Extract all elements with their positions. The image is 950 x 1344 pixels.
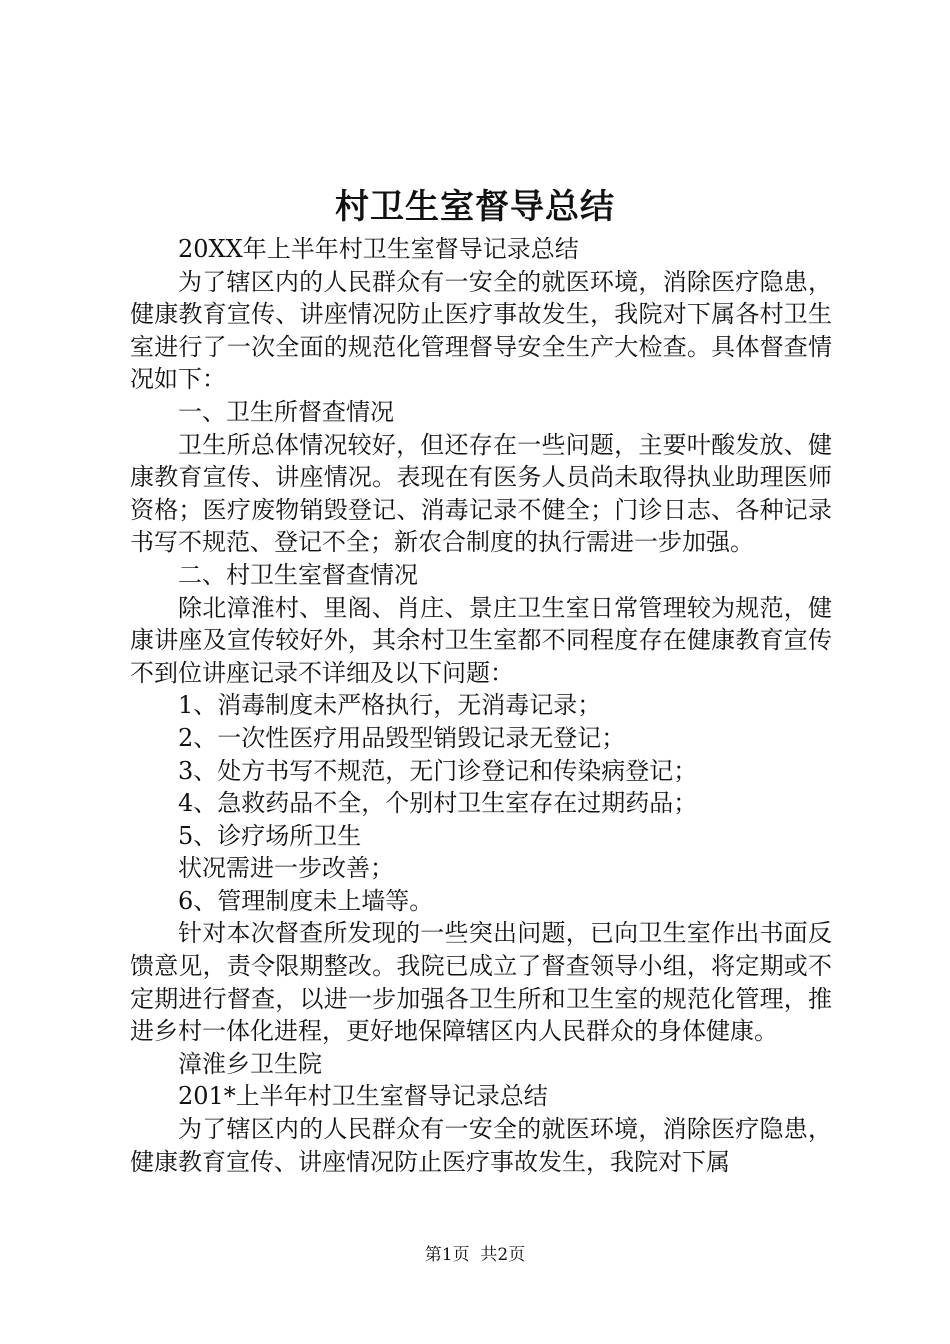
list-item-5-continued: 状况需进一步改善； [178, 854, 394, 883]
paragraph-conclusion: 针对本次督查所发现的一些突出问题，已向卫生室作出书面反馈意见，责令限期整改。我院已成立了督查领导小组，将定期或不定期进行督查，以进一步加强各卫生所和卫生室的规范化管理，推进乡村一体化进程，更好地保障辖区内人民群众的身体健康。 [130, 919, 832, 1046]
list-item-4: 4、急救药品不全，个别村卫生室存在过期药品； [178, 789, 698, 818]
paragraph-subtitle-1: 20XX年上半年村卫生室督导记录总结 [178, 235, 579, 263]
page-indicator: 第1页 共2页 [424, 1245, 526, 1265]
section-heading-1: 一、卫生所督查情况 [178, 397, 394, 426]
document-body [130, 233, 832, 1178]
list-item-3: 3、处方书写不规范，无门诊登记和传染病登记； [178, 756, 698, 785]
document-title: 村卫生室督导总结 [335, 187, 615, 227]
paragraph-subtitle-2: 201*上半年村卫生室督导记录总结 [178, 1082, 548, 1111]
signature-organization: 漳淮乡卫生院 [178, 1049, 322, 1078]
paragraph-intro-1: 为了辖区内的人民群众有一安全的就医环境，消除医疗隐患，健康教育宣传、讲座情况防止医疗事故发生，我院对下属各村卫生室进行了一次全面的规范化管理督导安全生产大检查。具体督查情况如下： [130, 267, 832, 394]
page-footer [0, 1243, 950, 1267]
list-item-5: 5、诊疗场所卫生 [178, 821, 362, 850]
paragraph-intro-2: 为了辖区内的人民群众有一安全的就医环境，消除医疗隐患，健康教育宣传、讲座情况防止医疗事故发生，我院对下属 [130, 1115, 832, 1176]
list-item-2: 2、一次性医疗用品毁型销毁记录无登记； [178, 723, 626, 752]
list-item-6: 6、管理制度未上墙等。 [178, 886, 434, 915]
list-item-1: 1、消毒制度未严格执行，无消毒记录； [178, 691, 602, 720]
paragraph-section-1: 卫生所总体情况较好，但还存在一些问题，主要叶酸发放、健康教育宣传、讲座情况。表现在有医务人员尚未取得执业助理医师资格；医疗废物销毁登记、消毒记录不健全；门诊日志、各种记录书写不规范、登记不全；新农合制度的执行需进一步加强。 [130, 430, 832, 557]
section-heading-2: 二、村卫生室督查情况 [178, 560, 418, 589]
paragraph-section-2: 除北漳淮村、里阁、肖庄、景庄卫生室日常管理较为规范，健康讲座及宣传较好外，其余村卫生室都不同程度存在健康教育宣传不到位讲座记录不详细及以下问题： [130, 593, 832, 687]
